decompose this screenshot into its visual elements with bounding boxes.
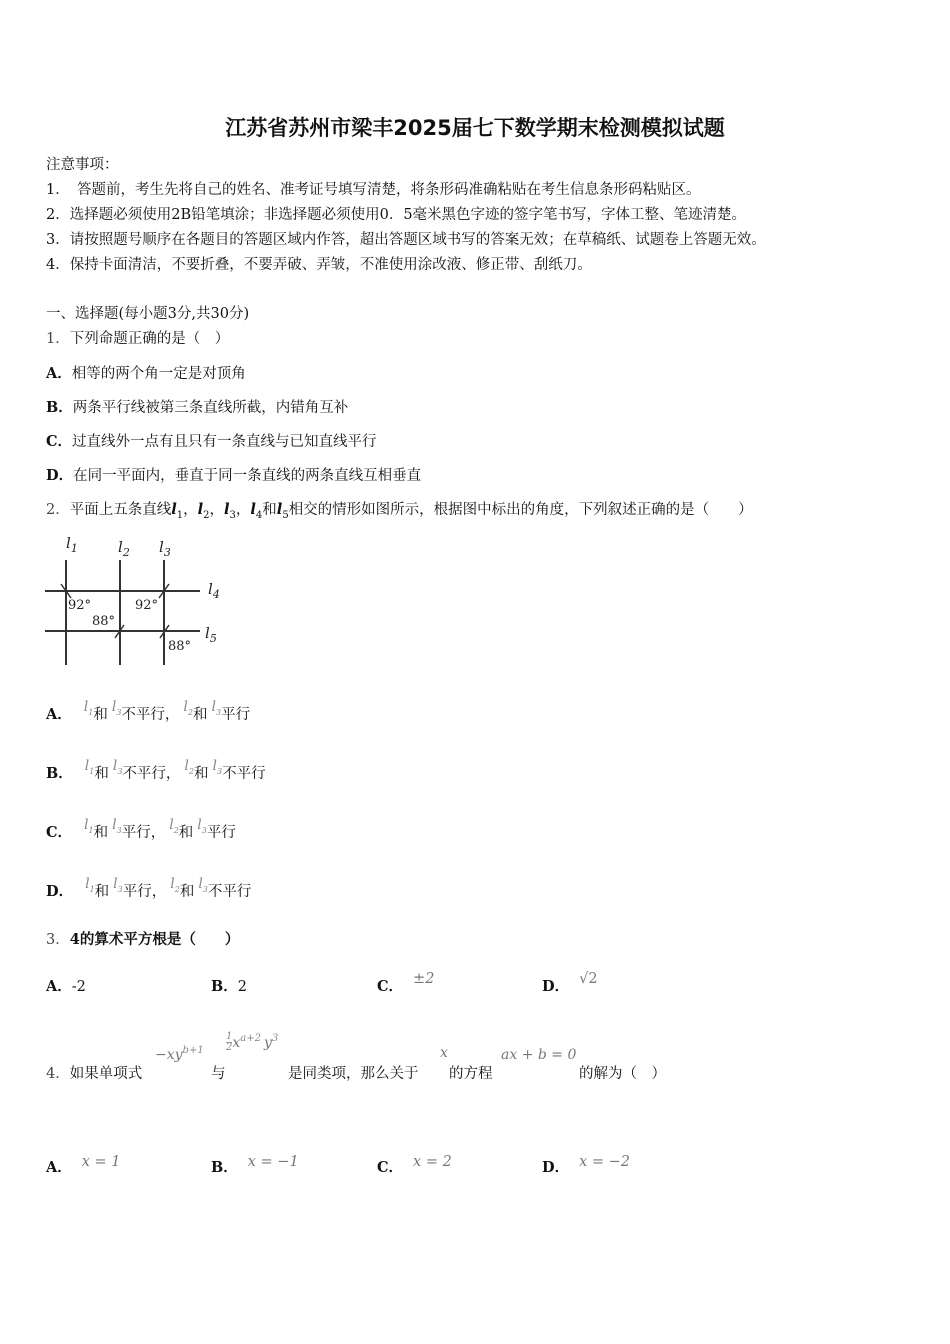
option-text: 在同一平面内，垂直于同一条直线的两条直线互相垂直 xyxy=(73,468,422,484)
q1-option-b xyxy=(46,396,348,417)
separator: ， xyxy=(209,502,225,518)
notice-item: 1． 答题前，考生先将自己的姓名、准考证号填写清楚，将条形码准确粘贴在考生信息条形码粘贴区。 xyxy=(46,182,701,198)
conjunction: 和 xyxy=(94,766,109,782)
option-letter: A． xyxy=(46,1159,72,1176)
option-letter: D． xyxy=(46,467,74,484)
option-text: 不平行， xyxy=(122,766,181,782)
option-letter: C． xyxy=(377,978,404,995)
q1-option-a xyxy=(46,362,246,383)
line-symbol: $l_2$ xyxy=(183,699,193,717)
with-word: 与 xyxy=(211,1066,226,1082)
q2-option-d xyxy=(46,876,252,902)
line-symbol: l xyxy=(250,501,256,518)
question-1 xyxy=(46,327,229,348)
monomial-1 xyxy=(155,1047,204,1063)
option-letter: C． xyxy=(46,433,73,450)
variable-x: x xyxy=(232,1035,241,1051)
line-symbol: $l_3$ xyxy=(211,699,222,717)
conjunction: 和 xyxy=(193,707,208,723)
line-symbol: $l_2$ xyxy=(170,876,180,894)
monomial-base: −xy xyxy=(155,1047,183,1063)
option-text: x = −2 xyxy=(579,1154,630,1170)
option-text: 平行， xyxy=(122,884,167,900)
option-text: 相等的两个角一定是对顶角 xyxy=(71,366,246,382)
q3-option-c xyxy=(377,971,435,996)
option-text: -2 xyxy=(71,979,86,995)
option-text: 平行 xyxy=(206,825,236,841)
option-letter: D． xyxy=(542,978,570,995)
question-stem: 下列命题正确的是（ ） xyxy=(69,331,230,347)
question-stem-cont: 的方程 xyxy=(449,1066,493,1082)
conjunction: 和 xyxy=(94,884,110,900)
conjunction: 和 xyxy=(194,766,209,782)
angle-label: 92° xyxy=(135,598,159,613)
line-subscript: 2 xyxy=(203,509,210,521)
option-text: 两条平行线被第三条直线所截，内错角互补 xyxy=(72,400,349,416)
line-symbol: $l_1$ xyxy=(83,699,94,717)
line-symbol: $l_3$ xyxy=(111,699,122,717)
q4-option-b xyxy=(211,1156,299,1177)
option-text: √2 xyxy=(579,971,598,987)
line-subscript: 5 xyxy=(282,509,289,521)
conjunction: 和 xyxy=(93,825,109,841)
variable-y: y xyxy=(263,1035,272,1051)
line-subscript: 1 xyxy=(176,509,184,521)
option-letter: A． xyxy=(46,365,72,382)
line-symbol: $l_1$ xyxy=(85,876,95,894)
notice-item: 3．请按照题号顺序在各题目的答题区域内作答，超出答题区域书写的答案无效；在草稿纸、试题卷上答题无效。 xyxy=(46,232,766,248)
line-symbol: l xyxy=(276,501,283,518)
question-number: 1． xyxy=(46,331,70,347)
x-exponent: a+2 xyxy=(240,1033,261,1044)
question-stem-cont: 是同类项，那么关于 xyxy=(288,1066,419,1082)
label-l2: $l_2$ xyxy=(118,538,130,559)
option-letter: D． xyxy=(46,883,74,900)
question-3 xyxy=(46,928,239,949)
conjunction: 和 xyxy=(178,825,194,841)
line-subscript: 3 xyxy=(229,509,236,521)
line-symbol: $l_1$ xyxy=(84,758,95,776)
line-symbol: $l_1$ xyxy=(84,817,94,835)
option-text: 不平行 xyxy=(207,884,252,900)
q1-option-c xyxy=(46,430,377,451)
option-text: 平行 xyxy=(221,707,251,723)
equation: ax + b = 0 xyxy=(501,1047,577,1063)
line-symbol: l xyxy=(224,501,230,518)
option-letter: B． xyxy=(46,765,73,782)
lines-figure xyxy=(40,528,240,673)
option-letter: D． xyxy=(542,1159,570,1176)
fraction-numerator: 1 xyxy=(226,1031,233,1042)
notice-item: 4．保持卡面清洁，不要折叠，不要弄破、弄皱，不准使用涂改液、修正带、刮纸刀。 xyxy=(46,257,592,273)
question-stem-cont: 的解为（ ） xyxy=(579,1066,666,1082)
q4-option-a xyxy=(46,1156,121,1177)
option-text: 平行， xyxy=(121,825,166,841)
q4-option-c xyxy=(377,1156,452,1177)
option-letter: A． xyxy=(46,978,72,995)
q2-option-b xyxy=(46,758,266,784)
line-subscript: 4 xyxy=(255,509,263,521)
conjunction: 和 xyxy=(179,884,195,900)
option-letter: C． xyxy=(377,1159,404,1176)
question-4 xyxy=(46,1062,142,1083)
question-stem-cont: 相交的情形如图所示，根据图中标出的角度，下列叙述正确的是（ ） xyxy=(288,502,753,518)
question-number: 2． xyxy=(46,502,70,518)
variable-x: x xyxy=(440,1045,448,1061)
option-letter: B． xyxy=(211,1159,238,1176)
page-title: 江苏省苏州市梁丰2025届七下数学期末检测模拟试题 xyxy=(225,116,725,140)
option-text: x = 2 xyxy=(413,1154,452,1170)
line-symbol: $l_3$ xyxy=(113,876,123,894)
label-l3: $l_3$ xyxy=(159,538,171,559)
q3-option-a xyxy=(46,975,86,996)
option-text: 不平行 xyxy=(222,766,266,782)
label-l5: $l_5$ xyxy=(205,624,217,645)
angle-label: 88° xyxy=(168,639,192,654)
q2-option-c xyxy=(46,817,236,843)
angle-label: 88° xyxy=(92,614,116,629)
line-symbol: $l_3$ xyxy=(212,758,223,776)
option-text: x = 1 xyxy=(81,1154,121,1170)
conjunction: 和 xyxy=(262,502,277,518)
question-number: 3． xyxy=(46,932,70,948)
option-letter: B． xyxy=(46,399,73,416)
line-symbol: $l_3$ xyxy=(197,817,207,835)
line-symbol: $l_3$ xyxy=(112,817,122,835)
line-symbol: l xyxy=(197,501,204,518)
notice-heading: 注意事项： xyxy=(46,157,119,173)
option-text: 过直线外一点有且只有一条直线与已知直线平行 xyxy=(72,434,377,450)
q4-option-d xyxy=(542,1156,630,1177)
question-2 xyxy=(46,498,753,521)
question-stem: 如果单项式 xyxy=(69,1066,143,1082)
q3-option-b xyxy=(211,975,247,996)
label-l4: $l_4$ xyxy=(208,580,220,601)
monomial-exponent: b+1 xyxy=(182,1045,204,1056)
line-symbol: $l_3$ xyxy=(112,758,123,776)
separator: ， xyxy=(235,502,251,518)
question-stem: 4的算术平方根是（ ） xyxy=(69,931,240,948)
option-text: x = −1 xyxy=(247,1154,299,1170)
fraction-denominator: 2 xyxy=(226,1042,233,1053)
monomial-2 xyxy=(226,1032,278,1053)
option-letter: A． xyxy=(46,706,72,723)
section-heading: 一、选择题(每小题3分,共30分) xyxy=(46,306,250,322)
option-letter: C． xyxy=(46,824,73,841)
option-text: ±2 xyxy=(413,971,435,987)
notice-item: 2．选择题必须使用2B铅笔填涂；非选择题必须使用0．5毫米黑色字迹的签字笔书写，字体工整、笔迹清楚。 xyxy=(46,207,747,223)
y-exponent: 3 xyxy=(271,1033,279,1044)
option-letter: B． xyxy=(211,978,238,995)
option-text: 不平行， xyxy=(121,707,180,723)
angle-label: 92° xyxy=(68,598,92,613)
label-l1: $l_1$ xyxy=(66,534,78,555)
separator: ， xyxy=(183,502,198,518)
question-number: 4． xyxy=(46,1066,70,1082)
line-symbol: l xyxy=(171,501,177,518)
line-symbol: $l_2$ xyxy=(169,817,179,835)
line-symbol: $l_2$ xyxy=(184,758,194,776)
line-symbol: $l_3$ xyxy=(198,876,208,894)
q2-option-a xyxy=(46,699,251,725)
conjunction: 和 xyxy=(93,707,108,723)
option-text: 2 xyxy=(237,979,247,995)
question-stem: 平面上五条直线 xyxy=(69,502,172,518)
q3-option-d xyxy=(542,971,598,996)
q1-option-d xyxy=(46,464,421,485)
